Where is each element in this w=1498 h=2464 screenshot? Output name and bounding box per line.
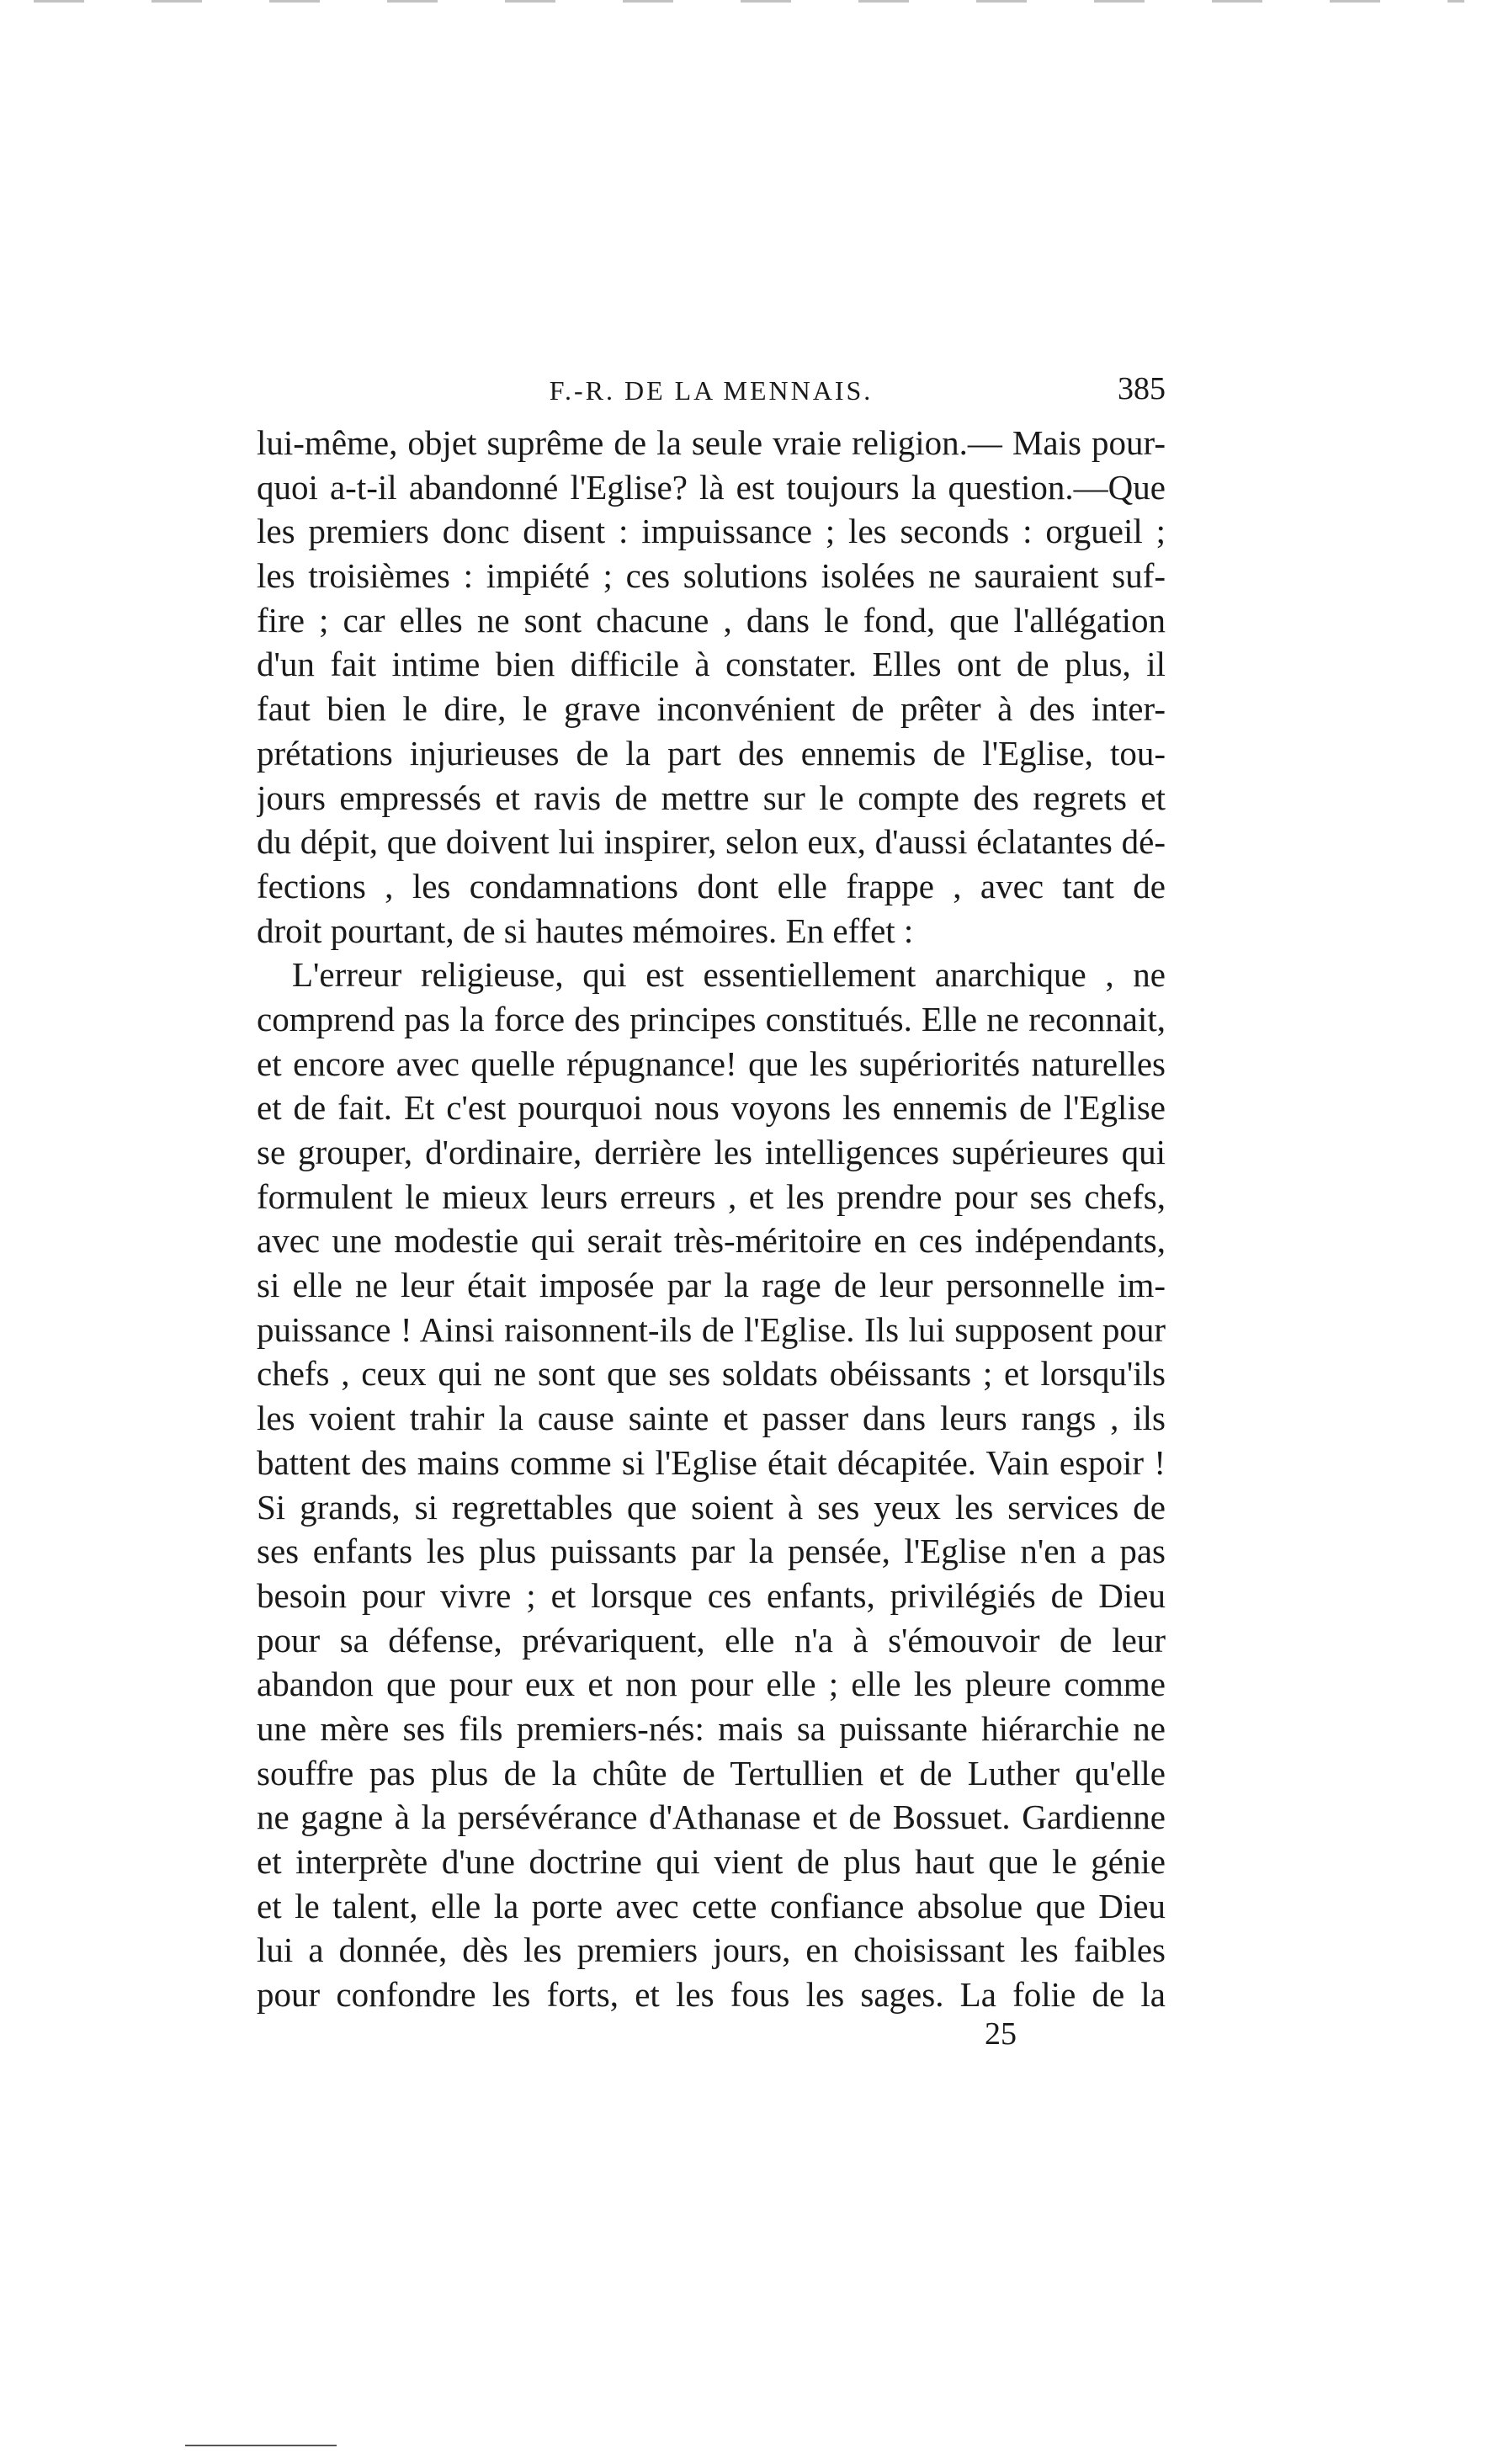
text-line: pour confondre les forts, et les fous les sages. La folie de la (257, 1975, 1166, 2015)
text-line: comprend pas la force des principes constitués. Elle ne reconnait, (257, 999, 1166, 1038)
text-line: puissance ! Ainsi raisonnent-ils de l'Eglise. Ils lui supposent pour (257, 1309, 1166, 1349)
text-line: prétations injurieuses de la part des ennemis de l'Eglise, tou- (257, 733, 1166, 773)
text-line: ne gagne à la persévérance d'Athanase et de Bossuet. Gardienne (257, 1798, 1166, 1837)
text-line: avec une modestie qui serait très-méritoire en ces indépendants, (257, 1221, 1166, 1261)
text-line: quoi a-t-il abandonné l'Eglise? là est toujours la question.—Que (257, 467, 1166, 507)
text-line: les troisièmes : impiété ; ces solutions isolées ne sauraient suf- (257, 556, 1166, 596)
signature-mark: 25 (985, 2016, 1017, 2052)
body-text (257, 421, 1166, 2017)
text-line: droit pourtant, de si hautes mémoires. En effet : (257, 911, 914, 950)
page-header (257, 370, 1166, 421)
text-line: si elle ne leur était imposée par la rage de leur personnelle im- (257, 1266, 1166, 1305)
text-line: et de fait. Et c'est pourquoi nous voyons les ennemis de l'Eglise (257, 1088, 1166, 1128)
text-line: d'un fait intime bien difficile à constater. Elles ont de plus, il (257, 645, 1166, 684)
text-line: Si grands, si regrettables que soient à ses yeux les services de (257, 1487, 1166, 1527)
text-line: abandon que pour eux et non pour elle ; elle les pleure comme (257, 1665, 1166, 1704)
text-line: L'erreur religieuse, qui est essentiellement anarchique , ne (292, 955, 1166, 995)
text-line: besoin pour vivre ; et lorsque ces enfants, privilégiés de Dieu (257, 1575, 1166, 1615)
text-line: et le talent, elle la porte avec cette confiance absolue que Dieu (257, 1886, 1166, 1925)
text-line: faut bien le dire, le grave inconvénient de prêter à des inter- (257, 689, 1166, 729)
text-line: et interprète d'une doctrine qui vient de plus haut que le génie (257, 1842, 1166, 1881)
text-line: ses enfants les plus puissants par la pensée, l'Eglise n'en a pas (257, 1532, 1166, 1571)
text-line: du dépit, que doivent lui inspirer, selon eux, d'aussi éclatantes dé- (257, 822, 1166, 862)
text-line: et encore avec quelle répugnance! que les supériorités naturelles (257, 1043, 1166, 1083)
text-line: formulent le mieux leurs erreurs , et les prendre pour ses chefs, (257, 1176, 1166, 1216)
text-line: les voient trahir la cause sainte et passer dans leurs rangs , ils (257, 1399, 1166, 1438)
running-title: F.-R. DE LA MENNAIS. (549, 375, 874, 406)
text-line: une mère ses fils premiers-nés: mais sa puissante hiérarchie ne (257, 1708, 1166, 1748)
text-line: fire ; car elles ne sont chacune , dans le fond, que l'allégation (257, 600, 1166, 640)
text-line: se grouper, d'ordinaire, derrière les intelligences supérieures qui (257, 1133, 1166, 1171)
text-line: fections , les condamnations dont elle frappe , avec tant de (257, 866, 1166, 905)
text-line: jours empressés et ravis de mettre sur le compte des regrets et (257, 778, 1166, 817)
page-number: 385 (1118, 371, 1166, 406)
text-line: battent des mains comme si l'Eglise était décapitée. Vain espoir ! (257, 1442, 1166, 1482)
text-line: lui a donnée, dès les premiers jours, en choisissant les faibles (257, 1930, 1166, 1970)
scan-edge-artifact (34, 0, 1464, 3)
text-line: souffre pas plus de la chûte de Tertullien et de Luther qu'elle (257, 1753, 1166, 1792)
text-line: lui-même, objet suprême de la seule vraie religion.— Mais pour- (257, 423, 1166, 462)
scan-bottom-rule (185, 2445, 337, 2446)
text-line: les premiers donc disent : impuissance ; les seconds : orgueil ; (257, 512, 1166, 551)
text-line: pour sa défense, prévariquent, elle n'a à s'émouvoir de leur (257, 1620, 1166, 1659)
text-line: chefs , ceux qui ne sont que ses soldats obéissants ; et lorsqu'ils (257, 1354, 1166, 1394)
